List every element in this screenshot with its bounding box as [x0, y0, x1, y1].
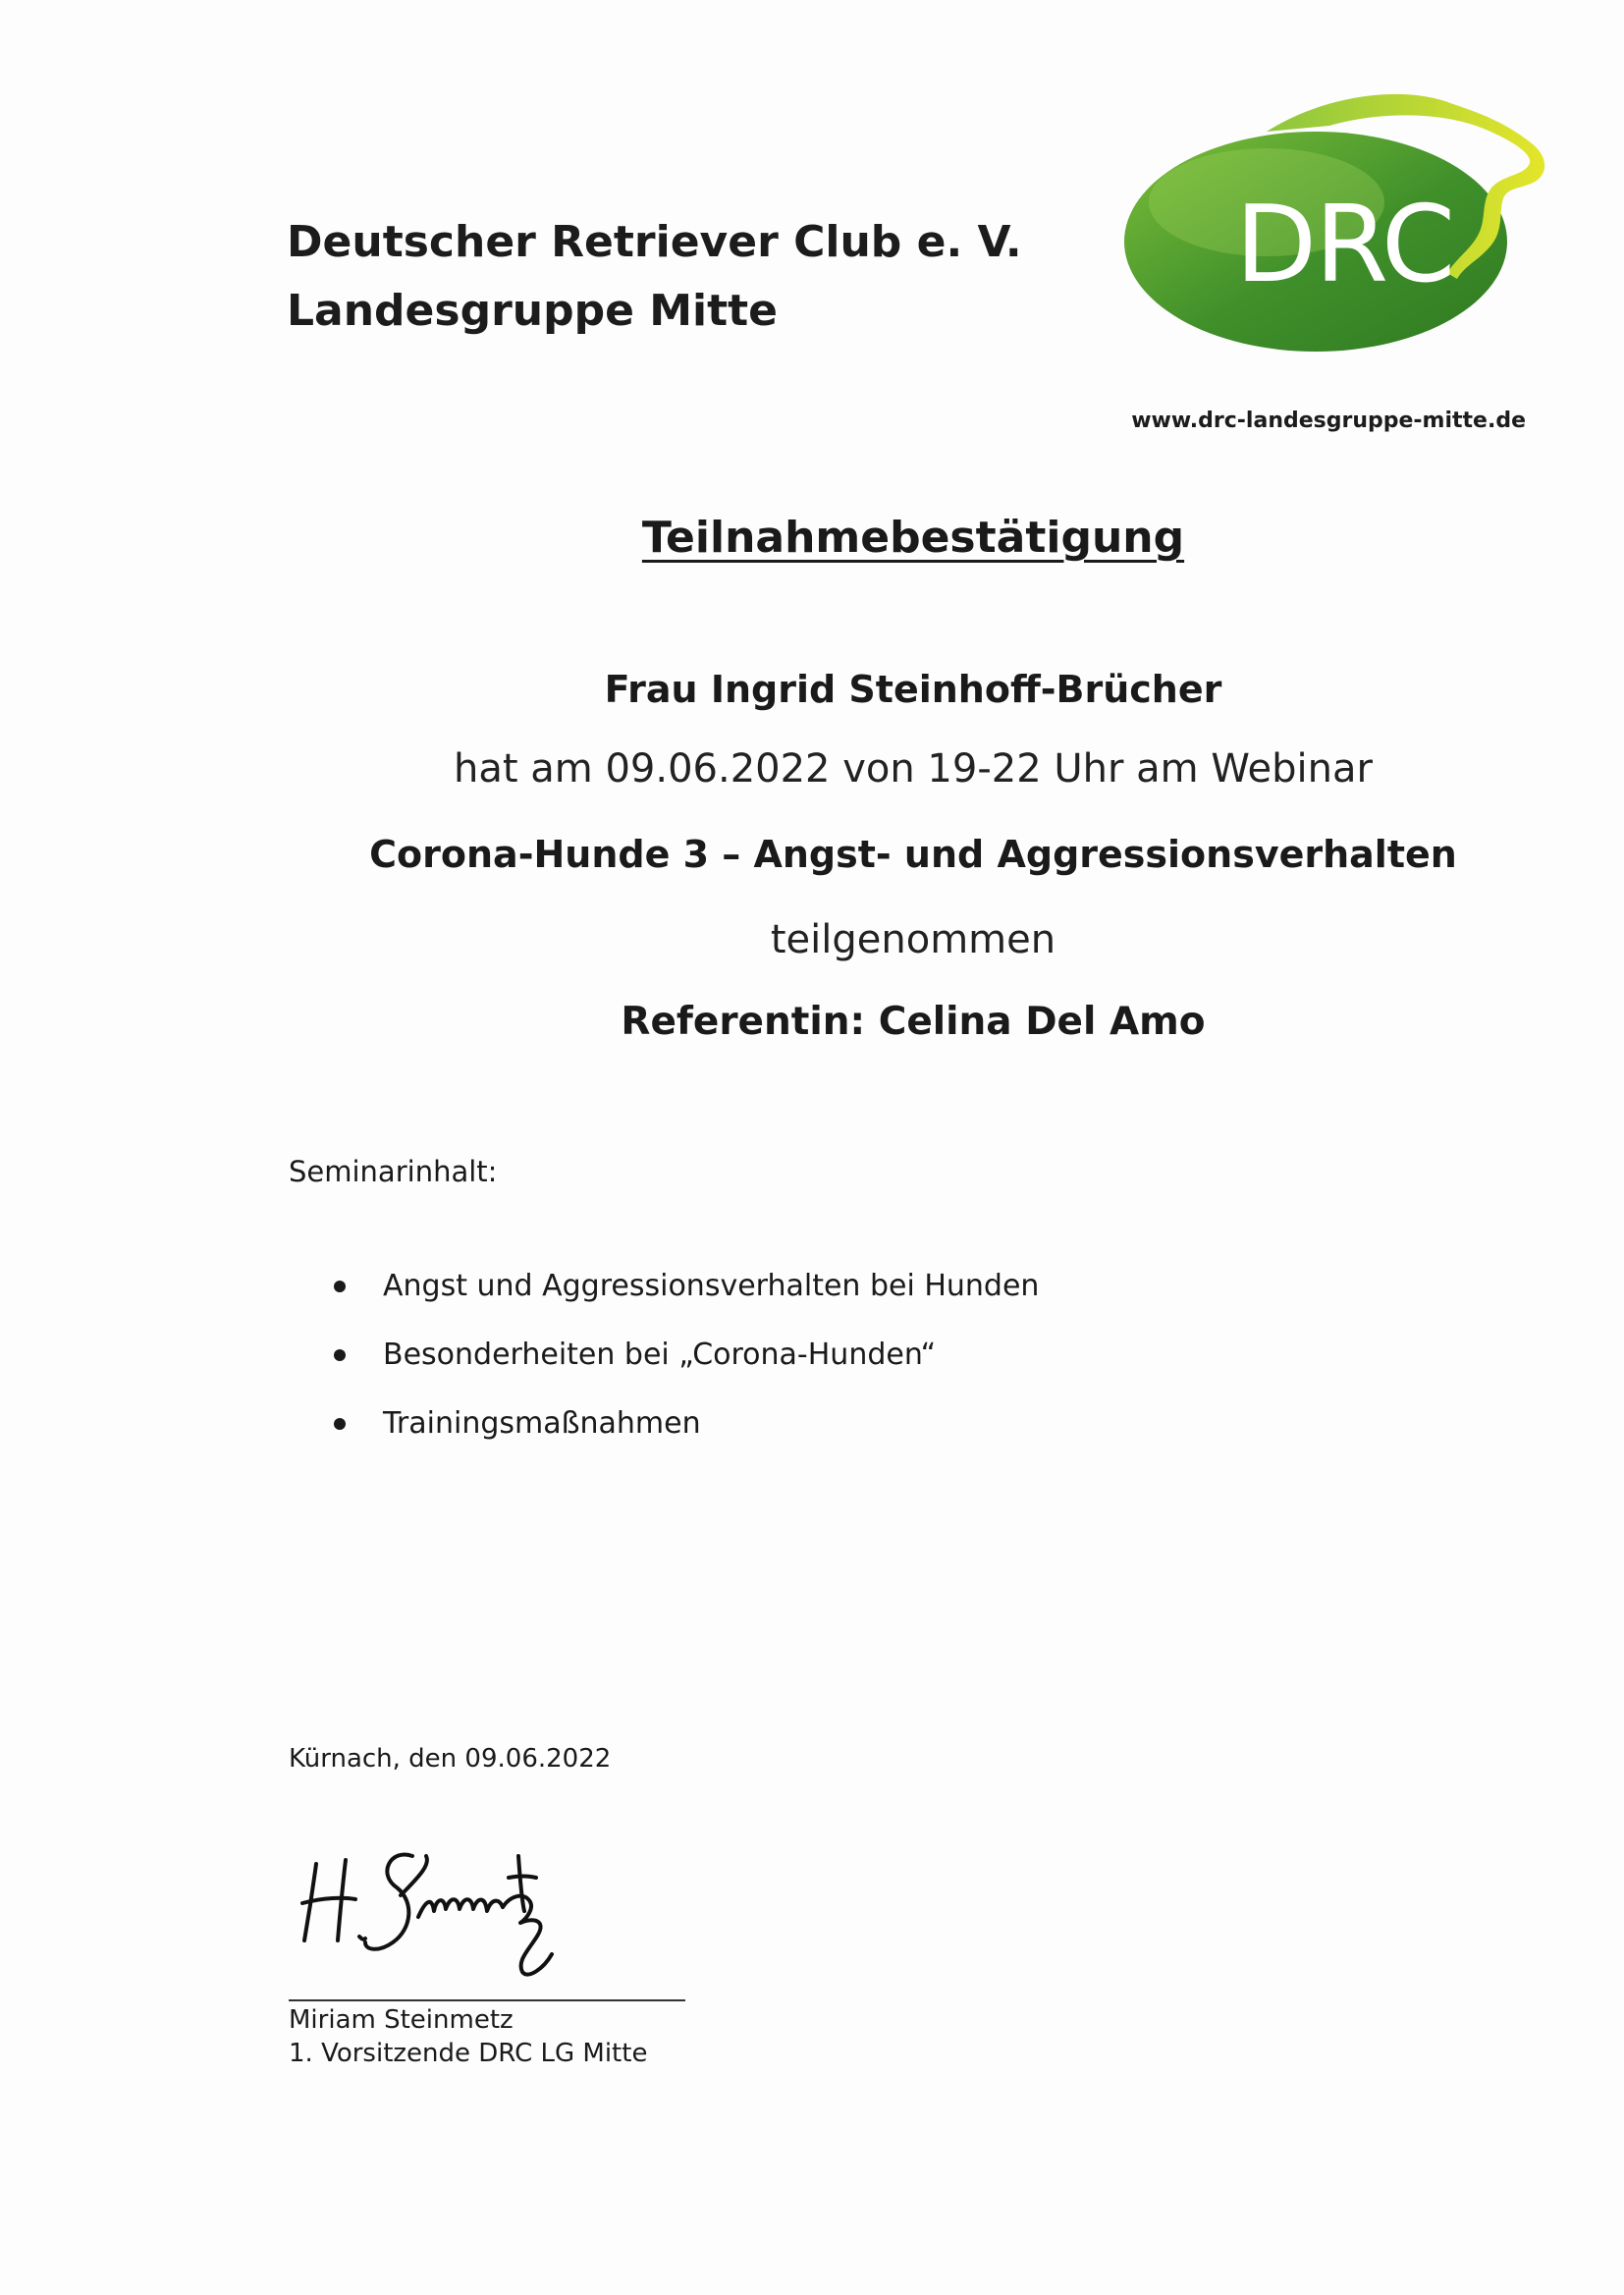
seminar-content-label: Seminarinhalt: — [289, 1155, 498, 1188]
place-and-date: Kürnach, den 09.06.2022 — [289, 1744, 612, 1774]
org-line-1: Deutscher Retriever Club e. V. — [287, 217, 1022, 267]
participated-text: teilgenommen — [770, 917, 1056, 962]
org-line-2: Landesgruppe Mitte — [287, 286, 779, 336]
drc-logo — [1119, 84, 1551, 369]
logo-text: DRC — [1235, 184, 1454, 306]
seminar-content-list — [334, 1267, 1039, 1473]
speaker-line: Referentin: Celina Del Amo — [621, 1000, 1206, 1044]
website-link[interactable]: www.drc-landesgruppe-mitte.de — [1131, 409, 1526, 433]
event-date-line: hat am 09.06.2022 von 19-22 Uhr am Webinar — [454, 746, 1373, 792]
signer-block — [289, 2003, 647, 2070]
organization-name — [287, 208, 1022, 346]
course-title: Corona-Hunde 3 – Angst- und Aggressionsverhalten — [369, 833, 1457, 876]
handwritten-signature — [295, 1834, 589, 1982]
signer-role: 1. Vorsitzende DRC LG Mitte — [289, 2039, 648, 2068]
bullet-icon — [334, 1418, 346, 1430]
participant-name: Frau Ingrid Steinhoff-Brücher — [604, 668, 1222, 711]
signature-line — [289, 1999, 685, 2001]
signer-name: Miriam Steinmetz — [289, 2005, 514, 2035]
list-item — [334, 1336, 1039, 1404]
list-item — [334, 1404, 1039, 1473]
list-item-text: Angst und Aggressionsverhalten bei Hunden — [383, 1269, 1040, 1303]
bullet-icon — [334, 1281, 346, 1292]
list-item — [334, 1267, 1039, 1336]
bullet-icon — [334, 1349, 346, 1361]
list-item-text: Besonderheiten bei „Corona-Hunden“ — [383, 1338, 937, 1372]
list-item-text: Trainingsmaßnahmen — [383, 1406, 701, 1441]
document-title: Teilnahmebestätigung — [641, 513, 1185, 563]
